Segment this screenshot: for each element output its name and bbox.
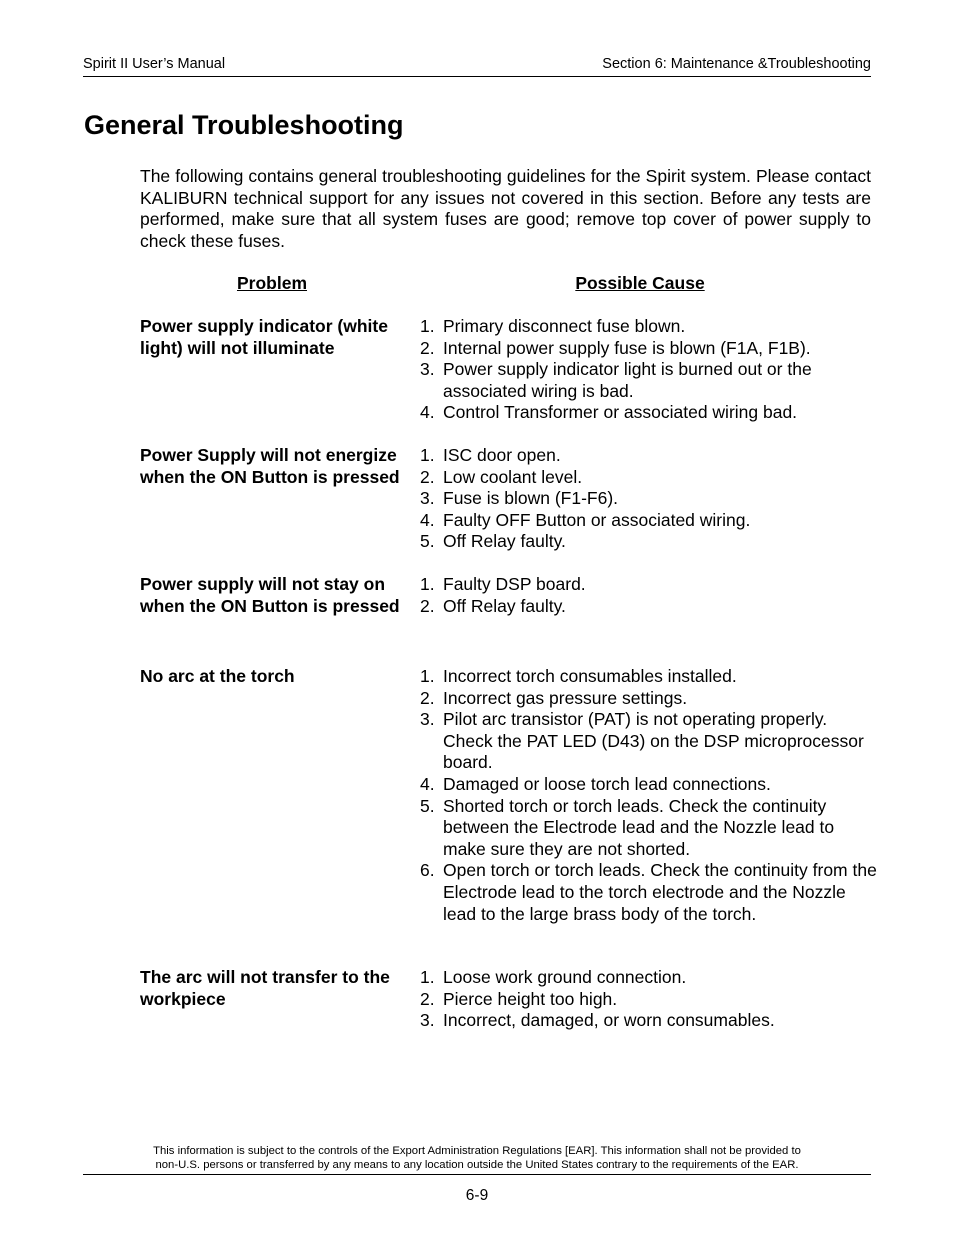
cause-number: 4. [420, 773, 435, 794]
cause-text: Power supply indicator light is burned out or the associated wiring is bad. [443, 359, 812, 401]
problem-text: The arc will not transfer to the workpiece [140, 967, 390, 1009]
cause-text: Off Relay faulty. [443, 595, 566, 616]
cause-text: Low coolant level. [443, 466, 583, 487]
cause-list [420, 574, 880, 617]
cause-text: Loose work ground connection. [443, 967, 687, 987]
cause-text: Incorrect gas pressure settings. [443, 687, 688, 708]
intro-paragraph: The following contains general troubleshooting guidelines for the Spirit system. Please contact KALIBURN technical support for any issues not covered in this section. Before any tests are performed, make sure that all system fuses are good; remove top cover of power supply to check these fuses. [140, 166, 871, 251]
problem-text: Power Supply will not energize when the ON Button is pressed [140, 445, 400, 487]
cause-item [420, 531, 880, 553]
cause-text: Damaged or loose torch lead connections. [443, 773, 771, 794]
cause-text: Primary disconnect fuse blown. [443, 316, 686, 336]
cause-item [420, 338, 880, 360]
cause-number: 3. [420, 1010, 435, 1031]
problem-column-header: Problem [236, 273, 308, 293]
cause-text: Control Transformer or associated wiring bad. [443, 402, 798, 423]
cause-item [420, 488, 880, 510]
cause-number: 1. [420, 574, 435, 594]
cause-text: ISC door open. [443, 445, 561, 465]
cause-number: 2. [420, 595, 435, 616]
manual-title: Spirit II User’s Manual [83, 56, 226, 72]
cause-item [420, 796, 880, 861]
cause-text: Open torch or torch leads. Check the continuity from the Electrode lead to the torch electrode and the Nozzle lead to the large brass body of the torch. [443, 860, 877, 924]
cause-item [420, 467, 880, 489]
cause-item [420, 774, 880, 796]
cause-text: Off Relay faulty. [443, 531, 566, 552]
cause-text: Fuse is blown (F1-F6). [443, 488, 619, 509]
page-title: General Troubleshooting [84, 110, 404, 140]
cause-item [420, 666, 880, 688]
cause-item [420, 359, 880, 402]
cause-list [420, 967, 880, 1032]
problem-text: Power supply will not stay on when the ON Button is pressed [140, 574, 400, 616]
cause-number: 2. [420, 466, 435, 487]
cause-item [420, 510, 880, 532]
page-number: 6-9 [465, 1187, 489, 1204]
cause-item [420, 445, 880, 467]
cause-item [420, 967, 880, 989]
notice-line: This information is subject to the controls of the Export Administration Regulations [EAR]. This information shall not be provided to [153, 1145, 801, 1157]
cause-number: 4. [420, 402, 435, 423]
cause-text: Incorrect torch consumables installed. [443, 666, 737, 686]
cause-text: Internal power supply fuse is blown (F1A, F1B). [443, 337, 811, 358]
cause-item [420, 402, 880, 424]
notice-line: non-U.S. persons or transferred by any means to any location outside the United States contrary to the requirements of the EAR. [155, 1159, 799, 1171]
cause-list [420, 445, 880, 553]
cause-list [420, 316, 880, 424]
cause-text: Shorted torch or torch leads. Check the continuity between the Electrode lead and the Nozzle lead to make sure they are not shorted. [443, 795, 835, 859]
cause-number: 1. [420, 967, 435, 987]
cause-text: Faulty OFF Button or associated wiring. [443, 509, 751, 530]
problem-text: Power supply indicator (white light) will not illuminate [140, 316, 388, 358]
cause-text: Pilot arc transistor (PAT) is not operating properly. Check the PAT LED (D43) on the DSP microprocessor board. [443, 709, 864, 773]
cause-number: 1. [420, 316, 435, 336]
cause-number: 3. [420, 359, 435, 380]
cause-item [420, 709, 880, 774]
footer-divider [83, 1174, 871, 1175]
cause-column-header: Possible Cause [575, 273, 705, 293]
cause-text: Incorrect, damaged, or worn consumables. [443, 1010, 775, 1031]
section-title: Section 6: Maintenance &Troubleshooting [602, 56, 871, 72]
cause-item [420, 574, 880, 596]
cause-item [420, 860, 880, 925]
cause-number: 2. [420, 337, 435, 358]
cause-item [420, 596, 880, 618]
problem-text: No arc at the torch [140, 666, 295, 686]
cause-list [420, 666, 880, 925]
cause-number: 3. [420, 488, 435, 509]
cause-text: Faulty DSP board. [443, 574, 586, 594]
cause-number: 6. [420, 860, 435, 881]
cause-number: 2. [420, 988, 435, 1009]
cause-item [420, 316, 880, 338]
cause-number: 1. [420, 445, 435, 465]
cause-item [420, 1010, 880, 1032]
cause-number: 4. [420, 509, 435, 530]
cause-number: 3. [420, 709, 435, 730]
cause-text: Pierce height too high. [443, 988, 618, 1009]
cause-number: 1. [420, 666, 435, 686]
cause-number: 2. [420, 687, 435, 708]
cause-number: 5. [420, 531, 435, 552]
page-header [83, 56, 871, 77]
cause-number: 5. [420, 795, 435, 816]
export-control-notice [83, 1144, 871, 1172]
cause-item [420, 989, 880, 1011]
cause-item [420, 688, 880, 710]
